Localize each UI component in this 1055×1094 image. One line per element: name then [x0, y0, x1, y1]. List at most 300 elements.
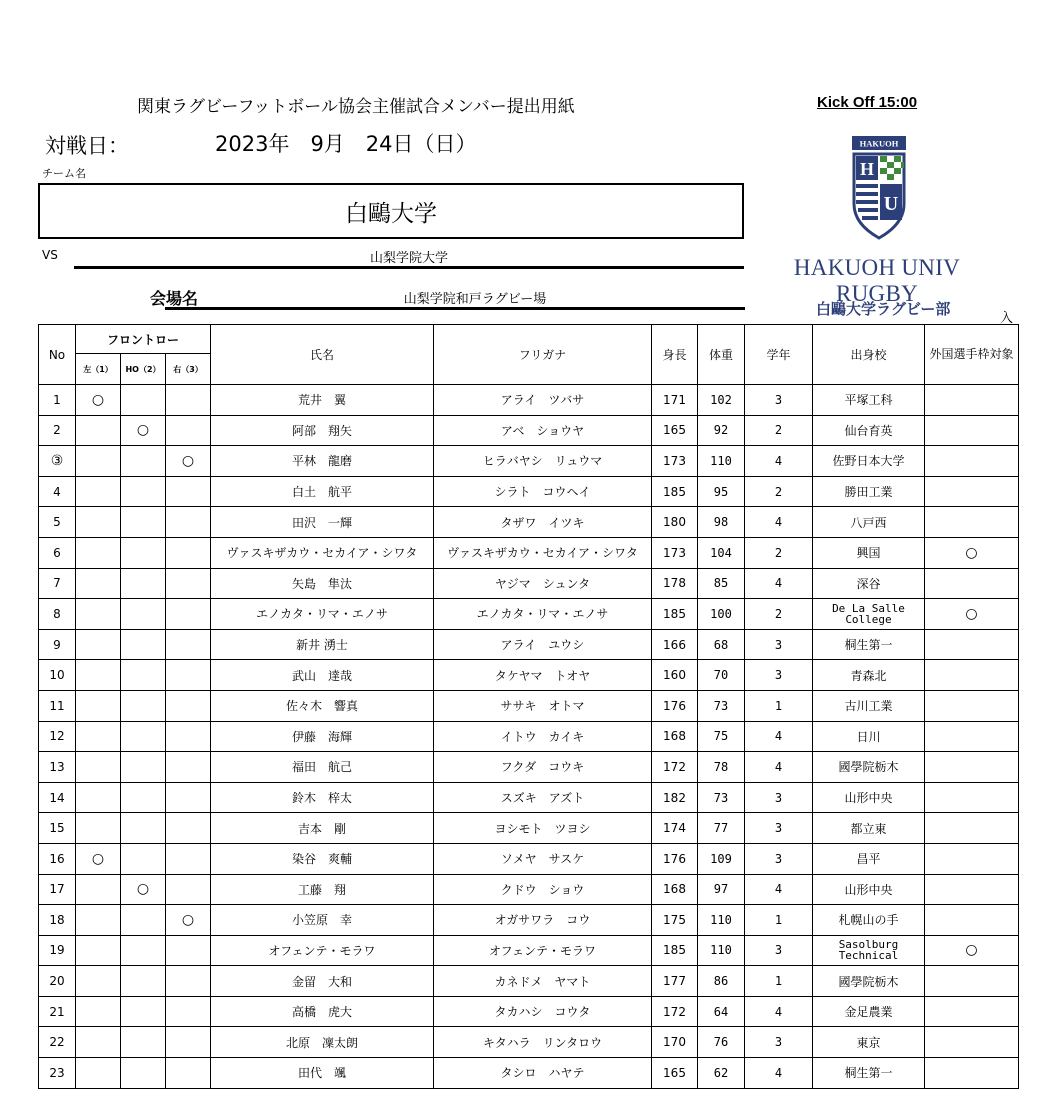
foreign-player-mark: [925, 385, 1019, 416]
table-row: [39, 599, 1019, 630]
player-height: 168: [652, 874, 698, 905]
left-prop-mark: [76, 782, 121, 813]
player-name: 阿部 翔矢: [211, 415, 434, 446]
table-row: [39, 996, 1019, 1027]
left-prop-mark: [76, 476, 121, 507]
hooker-mark: [121, 721, 166, 752]
left-prop-mark: [76, 537, 121, 568]
player-number: 14: [39, 782, 76, 813]
left-prop-mark: [76, 415, 121, 446]
hooker-mark: [121, 1027, 166, 1058]
header-furigana: フリガナ: [434, 325, 652, 385]
player-number: 18: [39, 905, 76, 936]
player-furigana: アベ ショウヤ: [434, 415, 652, 446]
player-name: 高橋 虎大: [211, 996, 434, 1027]
player-furigana: アライ ツバサ: [434, 385, 652, 416]
foreign-player-mark: [925, 721, 1019, 752]
player-weight: 86: [698, 966, 745, 997]
left-prop-mark: [76, 752, 121, 783]
right-prop-mark: ○: [166, 905, 211, 936]
player-weight: 73: [698, 690, 745, 721]
table-row: [39, 415, 1019, 446]
player-number: 6: [39, 537, 76, 568]
header-school: 出身校: [813, 325, 925, 385]
player-height: 173: [652, 537, 698, 568]
player-grade: 3: [745, 935, 813, 966]
player-number: 23: [39, 1058, 76, 1089]
foreign-player-mark: [925, 568, 1019, 599]
hooker-mark: [121, 843, 166, 874]
hooker-mark: [121, 537, 166, 568]
player-school: 國學院栃木: [813, 966, 925, 997]
right-prop-mark: ○: [166, 446, 211, 477]
player-grade: 1: [745, 690, 813, 721]
player-weight: 110: [698, 935, 745, 966]
player-height: 171: [652, 385, 698, 416]
player-school: 山形中央: [813, 874, 925, 905]
hooker-mark: ○: [121, 415, 166, 446]
player-number: 11: [39, 690, 76, 721]
header-left-prop: 左（1）: [76, 354, 121, 385]
player-furigana: ヒラバヤシ リュウマ: [434, 446, 652, 477]
player-weight: 104: [698, 537, 745, 568]
player-height: 165: [652, 415, 698, 446]
player-weight: 110: [698, 905, 745, 936]
player-school: 桐生第一: [813, 629, 925, 660]
player-number: 16: [39, 843, 76, 874]
right-prop-mark: [166, 415, 211, 446]
table-row: [39, 874, 1019, 905]
player-name: 金留 大和: [211, 966, 434, 997]
player-furigana: イトウ カイキ: [434, 721, 652, 752]
header-name: 氏名: [211, 325, 434, 385]
hooker-mark: [121, 935, 166, 966]
hooker-mark: [121, 476, 166, 507]
player-grade: 4: [745, 507, 813, 538]
player-weight: 110: [698, 446, 745, 477]
left-prop-mark: [76, 599, 121, 630]
venue-underline: [165, 307, 745, 310]
player-weight: 75: [698, 721, 745, 752]
hooker-mark: ○: [121, 874, 166, 905]
player-furigana: フクダ コウキ: [434, 752, 652, 783]
right-prop-mark: [166, 996, 211, 1027]
player-furigana: タザワ イツキ: [434, 507, 652, 538]
player-number: 21: [39, 996, 76, 1027]
player-number: 1: [39, 385, 76, 416]
foreign-player-mark: [925, 782, 1019, 813]
left-prop-mark: ○: [76, 385, 121, 416]
left-prop-mark: [76, 874, 121, 905]
right-prop-mark: [166, 721, 211, 752]
player-name: 田代 颯: [211, 1058, 434, 1089]
hooker-mark: [121, 385, 166, 416]
player-name: 武山 達哉: [211, 660, 434, 691]
player-school: 國學院栃木: [813, 752, 925, 783]
player-furigana: クドウ ショウ: [434, 874, 652, 905]
player-height: 176: [652, 843, 698, 874]
player-grade: 2: [745, 476, 813, 507]
player-height: 180: [652, 507, 698, 538]
player-school: 古川工業: [813, 690, 925, 721]
right-prop-mark: [166, 385, 211, 416]
table-row: [39, 935, 1019, 966]
right-prop-mark: [166, 507, 211, 538]
player-weight: 77: [698, 813, 745, 844]
foreign-player-mark: [925, 1058, 1019, 1089]
document-title: 関東ラグビーフットボール協会主催試合メンバー提出用紙: [137, 97, 575, 117]
right-prop-mark: [166, 752, 211, 783]
team-name: 白鷗大学: [345, 200, 437, 227]
player-grade: 4: [745, 752, 813, 783]
player-name: 白土 航平: [211, 476, 434, 507]
player-number: 19: [39, 935, 76, 966]
player-school: 都立東: [813, 813, 925, 844]
player-grade: 4: [745, 874, 813, 905]
player-number: 9: [39, 629, 76, 660]
player-furigana: ヤジマ シュンタ: [434, 568, 652, 599]
player-furigana: タカハシ コウタ: [434, 996, 652, 1027]
foreign-player-mark: [925, 966, 1019, 997]
player-weight: 109: [698, 843, 745, 874]
header-weight: 体重: [698, 325, 745, 385]
right-prop-mark: [166, 629, 211, 660]
table-row: [39, 1027, 1019, 1058]
header-right-prop: 右（3）: [166, 354, 211, 385]
player-furigana: カネドメ ヤマト: [434, 966, 652, 997]
player-number: 10: [39, 660, 76, 691]
player-height: 166: [652, 629, 698, 660]
player-furigana: オフェンテ・モラワ: [434, 935, 652, 966]
table-row: [39, 721, 1019, 752]
roster-body: [39, 385, 1019, 1089]
foreign-player-mark: ○: [925, 537, 1019, 568]
player-weight: 73: [698, 782, 745, 813]
player-grade: 3: [745, 660, 813, 691]
player-weight: 92: [698, 415, 745, 446]
player-grade: 4: [745, 446, 813, 477]
left-prop-mark: [76, 1058, 121, 1089]
match-date-label: 対戦日：: [45, 134, 129, 158]
table-row: [39, 446, 1019, 477]
player-school: 仙台育英: [813, 415, 925, 446]
player-number: 20: [39, 966, 76, 997]
header-height: 身長: [652, 325, 698, 385]
player-name: 工藤 翔: [211, 874, 434, 905]
left-prop-mark: [76, 1027, 121, 1058]
right-prop-mark: [166, 660, 211, 691]
hooker-mark: [121, 752, 166, 783]
player-weight: 78: [698, 752, 745, 783]
player-height: 185: [652, 935, 698, 966]
player-grade: 3: [745, 782, 813, 813]
left-prop-mark: [76, 629, 121, 660]
right-prop-mark: [166, 843, 211, 874]
player-height: 178: [652, 568, 698, 599]
player-furigana: エノカタ・リマ・エノサ: [434, 599, 652, 630]
hooker-mark: [121, 568, 166, 599]
opponent-underline: [74, 266, 744, 269]
crest-badge-text: HAKUOH: [859, 138, 899, 149]
right-prop-mark: [166, 568, 211, 599]
player-school: 青森北: [813, 660, 925, 691]
hooker-mark: [121, 629, 166, 660]
player-number: 17: [39, 874, 76, 905]
table-row: [39, 690, 1019, 721]
player-school: 深谷: [813, 568, 925, 599]
player-name: 田沢 一輝: [211, 507, 434, 538]
member-roster-table: [38, 324, 1019, 1089]
player-number: 22: [39, 1027, 76, 1058]
table-row: [39, 752, 1019, 783]
player-weight: 76: [698, 1027, 745, 1058]
player-name: 佐々木 響真: [211, 690, 434, 721]
player-furigana: スズキ アズト: [434, 782, 652, 813]
foreign-player-mark: [925, 905, 1019, 936]
player-furigana: シラト コウヘイ: [434, 476, 652, 507]
left-prop-mark: [76, 446, 121, 477]
player-school: 札幌山の手: [813, 905, 925, 936]
player-height: 176: [652, 690, 698, 721]
player-number: 15: [39, 813, 76, 844]
opponent-name: 山梨学院大学: [369, 251, 448, 266]
player-weight: 85: [698, 568, 745, 599]
left-prop-mark: [76, 507, 121, 538]
table-row: [39, 813, 1019, 844]
player-grade: 2: [745, 537, 813, 568]
player-furigana: キタハラ リンタロウ: [434, 1027, 652, 1058]
right-prop-mark: [166, 476, 211, 507]
left-prop-mark: [76, 721, 121, 752]
vs-label: VS: [42, 248, 58, 262]
player-number: ③: [39, 446, 76, 477]
player-grade: 1: [745, 966, 813, 997]
hooker-mark: [121, 446, 166, 477]
club-name-logotype: HAKUOH UNIV RUGBY: [793, 255, 961, 306]
player-name: 小笠原 幸: [211, 905, 434, 936]
foreign-player-mark: [925, 1027, 1019, 1058]
player-school: De La Salle College: [813, 599, 925, 630]
table-row: [39, 537, 1019, 568]
foreign-player-mark: [925, 415, 1019, 446]
player-weight: 97: [698, 874, 745, 905]
player-height: 165: [652, 1058, 698, 1089]
player-school: 金足農業: [813, 996, 925, 1027]
player-furigana: ササキ オトマ: [434, 690, 652, 721]
player-school: 日川: [813, 721, 925, 752]
team-name-label: チーム名: [42, 167, 86, 180]
club-subtitle: 白鷗大学ラグビー部: [816, 300, 951, 318]
player-school: 東京: [813, 1027, 925, 1058]
player-grade: 1: [745, 905, 813, 936]
left-prop-mark: ○: [76, 843, 121, 874]
player-school: 桐生第一: [813, 1058, 925, 1089]
player-height: 170: [652, 1027, 698, 1058]
player-height: 173: [652, 446, 698, 477]
player-name: 鈴木 梓太: [211, 782, 434, 813]
player-weight: 62: [698, 1058, 745, 1089]
player-name: 染谷 爽輔: [211, 843, 434, 874]
right-prop-mark: [166, 690, 211, 721]
player-school: 興国: [813, 537, 925, 568]
left-prop-mark: [76, 905, 121, 936]
player-school: 平塚工科: [813, 385, 925, 416]
player-grade: 3: [745, 843, 813, 874]
player-name: 新井 湧士: [211, 629, 434, 660]
player-name: 平林 龍磨: [211, 446, 434, 477]
player-furigana: ソメヤ サスケ: [434, 843, 652, 874]
table-row: [39, 843, 1019, 874]
right-prop-mark: [166, 966, 211, 997]
player-number: 5: [39, 507, 76, 538]
player-furigana: タケヤマ トオヤ: [434, 660, 652, 691]
player-height: 182: [652, 782, 698, 813]
player-name: オフェンテ・モラワ: [211, 935, 434, 966]
venue-name: 山梨学院和戸ラグビー場: [403, 292, 547, 307]
header-grade: 学年: [745, 325, 813, 385]
player-grade: 3: [745, 813, 813, 844]
left-prop-mark: [76, 935, 121, 966]
table-row: [39, 476, 1019, 507]
hooker-mark: [121, 813, 166, 844]
left-prop-mark: [76, 690, 121, 721]
player-weight: 98: [698, 507, 745, 538]
right-prop-mark: [166, 537, 211, 568]
hooker-mark: [121, 507, 166, 538]
player-height: 172: [652, 996, 698, 1027]
player-height: 175: [652, 905, 698, 936]
player-school: 山形中央: [813, 782, 925, 813]
foreign-player-mark: [925, 507, 1019, 538]
foreign-player-mark: ○: [925, 599, 1019, 630]
player-number: 7: [39, 568, 76, 599]
header-foreign-player: 外国選手枠対象: [925, 325, 1019, 385]
player-height: 168: [652, 721, 698, 752]
rugby-club-crest-icon: [850, 134, 908, 240]
player-name: 福田 航己: [211, 752, 434, 783]
header-hooker: HO（2）: [121, 354, 166, 385]
player-height: 172: [652, 752, 698, 783]
foreign-player-mark: [925, 476, 1019, 507]
foreign-player-mark: [925, 996, 1019, 1027]
foreign-player-mark: ○: [925, 935, 1019, 966]
player-weight: 68: [698, 629, 745, 660]
table-row: [39, 660, 1019, 691]
player-number: 13: [39, 752, 76, 783]
player-furigana: オガサワラ コウ: [434, 905, 652, 936]
player-height: 185: [652, 599, 698, 630]
table-row: [39, 966, 1019, 997]
player-grade: 3: [745, 385, 813, 416]
left-prop-mark: [76, 966, 121, 997]
player-school: 八戸西: [813, 507, 925, 538]
table-row: [39, 568, 1019, 599]
team-name-box: [38, 183, 744, 239]
player-weight: 64: [698, 996, 745, 1027]
player-name: 北原 凜太朗: [211, 1027, 434, 1058]
player-school: 佐野日本大学: [813, 446, 925, 477]
right-prop-mark: [166, 599, 211, 630]
foreign-player-mark: [925, 660, 1019, 691]
player-grade: 4: [745, 721, 813, 752]
player-height: 174: [652, 813, 698, 844]
hooker-mark: [121, 690, 166, 721]
hooker-mark: [121, 966, 166, 997]
table-row: [39, 507, 1019, 538]
header-no: No: [39, 325, 76, 385]
foreign-player-mark: [925, 874, 1019, 905]
left-prop-mark: [76, 568, 121, 599]
player-weight: 95: [698, 476, 745, 507]
header-front-row: フロントロー: [76, 325, 211, 354]
hooker-mark: [121, 996, 166, 1027]
player-school: Sasolburg Technical: [813, 935, 925, 966]
hooker-mark: [121, 599, 166, 630]
foreign-player-mark: [925, 629, 1019, 660]
corner-mark: 入: [1000, 311, 1014, 326]
left-prop-mark: [76, 813, 121, 844]
player-weight: 70: [698, 660, 745, 691]
player-school: 昌平: [813, 843, 925, 874]
right-prop-mark: [166, 1058, 211, 1089]
player-furigana: アライ ユウシ: [434, 629, 652, 660]
player-name: ヴァスキザカウ・セカイア・シワタ: [211, 537, 434, 568]
venue-label: 会場名: [150, 289, 199, 308]
player-grade: 2: [745, 415, 813, 446]
foreign-player-mark: [925, 843, 1019, 874]
left-prop-mark: [76, 996, 121, 1027]
player-height: 160: [652, 660, 698, 691]
player-name: エノカタ・リマ・エノサ: [211, 599, 434, 630]
player-school: 勝田工業: [813, 476, 925, 507]
right-prop-mark: [166, 813, 211, 844]
right-prop-mark: [166, 874, 211, 905]
right-prop-mark: [166, 935, 211, 966]
foreign-player-mark: [925, 813, 1019, 844]
table-row: [39, 385, 1019, 416]
player-height: 185: [652, 476, 698, 507]
svg-text:H: H: [859, 159, 875, 179]
player-furigana: ヨシモト ツヨシ: [434, 813, 652, 844]
svg-text:U: U: [883, 193, 899, 215]
player-name: 吉本 剛: [211, 813, 434, 844]
player-name: 矢島 隼汰: [211, 568, 434, 599]
player-number: 12: [39, 721, 76, 752]
player-grade: 4: [745, 996, 813, 1027]
player-grade: 4: [745, 1058, 813, 1089]
player-number: 4: [39, 476, 76, 507]
player-weight: 102: [698, 385, 745, 416]
foreign-player-mark: [925, 752, 1019, 783]
player-grade: 4: [745, 568, 813, 599]
table-row: [39, 629, 1019, 660]
player-weight: 100: [698, 599, 745, 630]
player-height: 177: [652, 966, 698, 997]
player-number: 2: [39, 415, 76, 446]
foreign-player-mark: [925, 446, 1019, 477]
player-grade: 3: [745, 629, 813, 660]
hooker-mark: [121, 782, 166, 813]
player-name: 伊藤 海輝: [211, 721, 434, 752]
table-row: [39, 782, 1019, 813]
right-prop-mark: [166, 1027, 211, 1058]
hooker-mark: [121, 660, 166, 691]
player-furigana: タシロ ハヤテ: [434, 1058, 652, 1089]
kickoff-time: Kick Off 15:00: [817, 94, 918, 111]
right-prop-mark: [166, 782, 211, 813]
hooker-mark: [121, 1058, 166, 1089]
hooker-mark: [121, 905, 166, 936]
